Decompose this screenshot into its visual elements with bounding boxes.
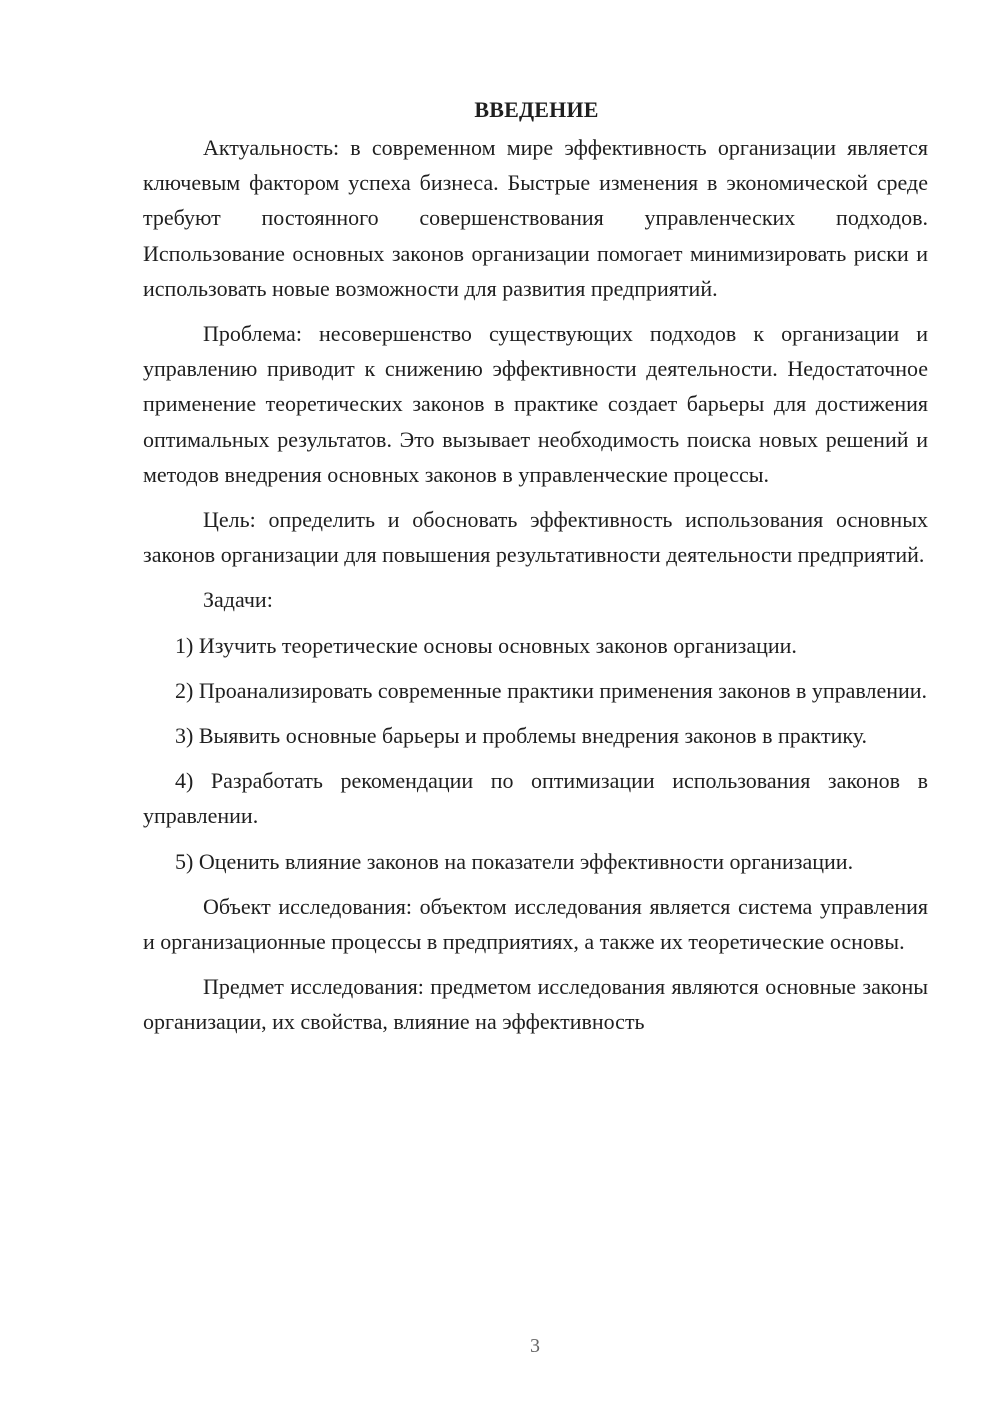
relevance-paragraph: Актуальность: в современном мире эффективность организации является ключевым фактором успеха бизнеса. Быстрые изменения в экономической среде требуют постоянного совершенствования управленческих подходов. Использование основных законов организации помогает минимизировать риски и использовать новые возможности для развития предприятий. [143,135,928,301]
task-item-3: 3) Выявить основные барьеры и проблемы внедрения законов в практику. [175,723,868,749]
page-number: 3 [530,1335,540,1357]
research-subject-paragraph: Предмет исследования: предметом исследования являются основные законы организации, их свойства, влияние на эффективность [143,974,928,1035]
task-item-1: 1) Изучить теоретические основы основных законов организации. [175,632,797,658]
research-object-paragraph: Объект исследования: объектом исследования является система управления и организационные процессы в предприятиях, а также их теоретические основы. [143,893,928,955]
section-title: ВВЕДЕНИЕ [474,97,599,122]
task-item-5: 5) Оценить влияние законов на показатели эффективности организации. [175,848,854,874]
problem-paragraph: Проблема: несовершенство существующих подходов к организации и управлению приводит к снижению эффективности деятельности. Недостаточное применение теоретических законов в практике создает барьеры для достижения оптимальных результатов. Это вызывает необходимость поиска новых решений и методов внедрения основных законов в управленческие процессы. [143,321,928,487]
task-item-4: 4) Разработать рекомендации по оптимизации использования законов в управлении. [143,768,928,829]
task-item-2: 2) Проанализировать современные практики применения законов в управлении. [175,677,928,703]
page-content [143,95,928,1040]
goal-paragraph: Цель: определить и обосновать эффективность использования основных законов организации для повышения результативности деятельности предприятий. [143,507,928,568]
tasks-heading: Задачи: [203,587,273,613]
